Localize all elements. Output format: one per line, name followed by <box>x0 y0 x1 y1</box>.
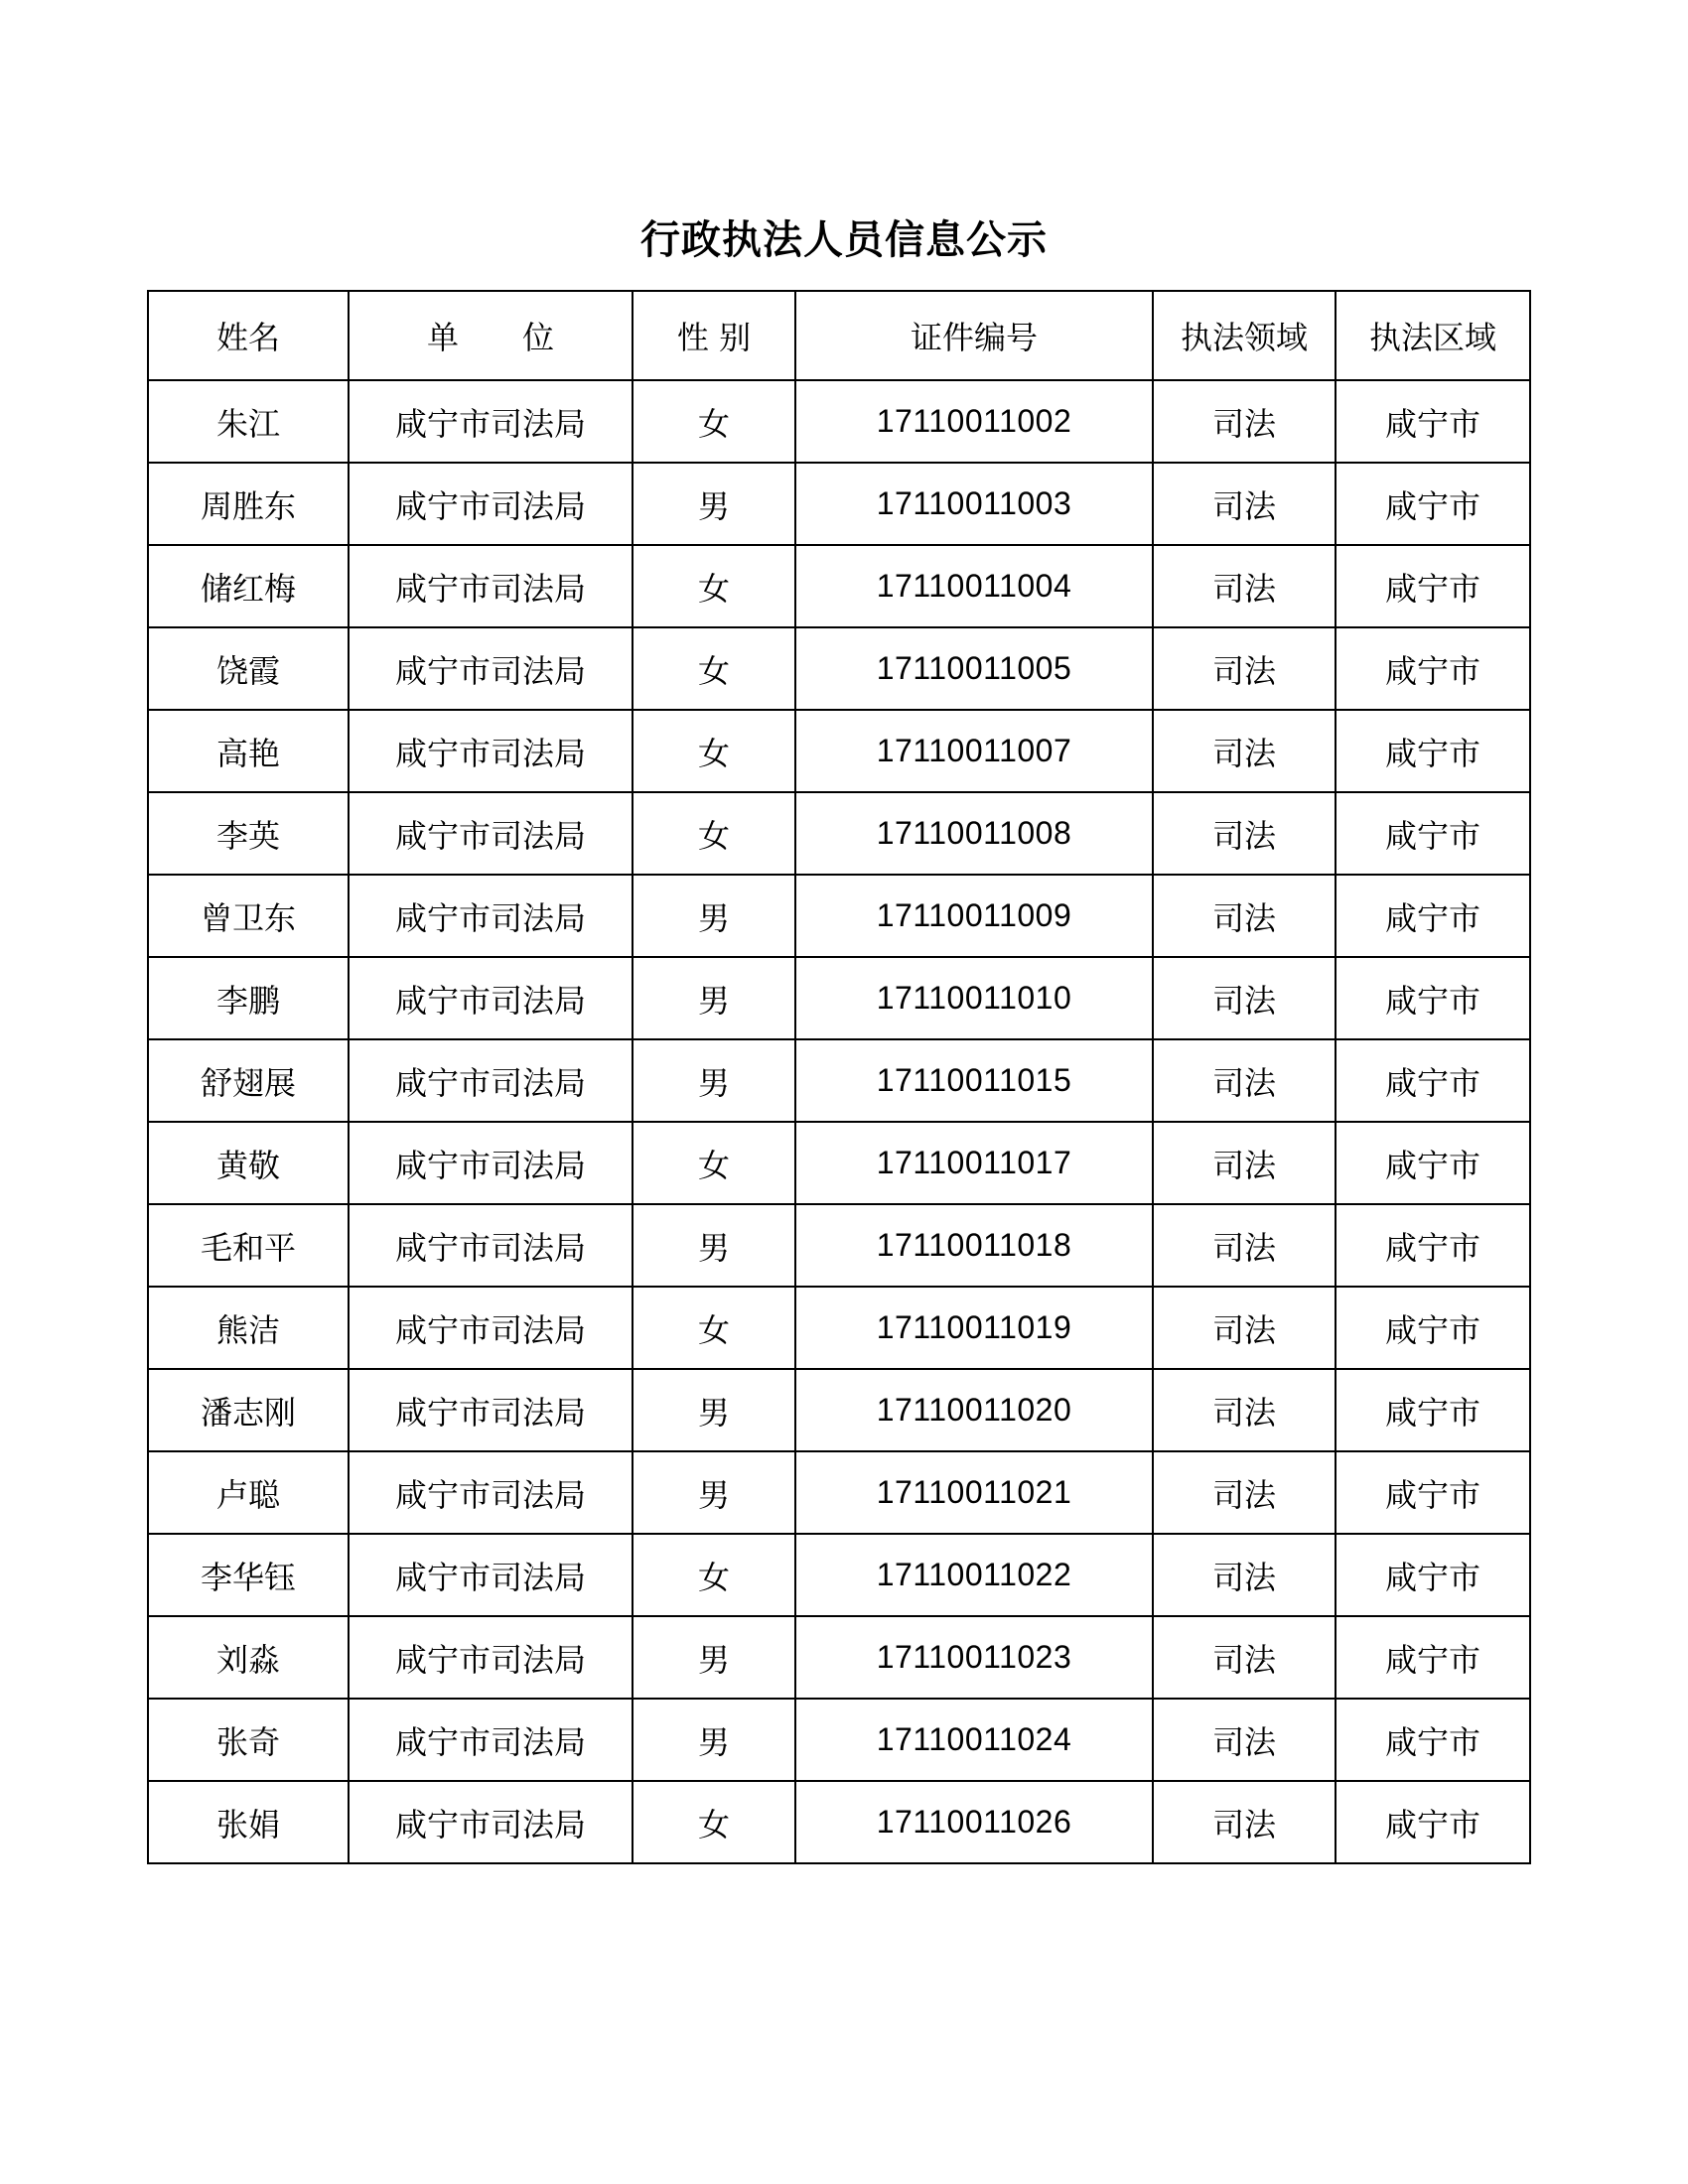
cell-field: 司法 <box>1153 1369 1336 1451</box>
cell-field: 司法 <box>1153 957 1336 1039</box>
cell-gender: 女 <box>633 380 795 463</box>
cell-cert: 17110011019 <box>795 1287 1153 1369</box>
cell-gender: 男 <box>633 875 795 957</box>
table-row <box>148 1699 1530 1781</box>
cell-name: 李英 <box>148 792 349 875</box>
cell-field: 司法 <box>1153 1451 1336 1534</box>
cell-name: 周胜东 <box>148 463 349 545</box>
cell-gender: 男 <box>633 957 795 1039</box>
cell-gender: 女 <box>633 1534 795 1616</box>
table-row <box>148 1781 1530 1863</box>
cell-region: 咸宁市 <box>1336 1451 1530 1534</box>
cell-name: 潘志刚 <box>148 1369 349 1451</box>
column-header-gender: 性 别 <box>633 291 795 380</box>
table-row <box>148 1616 1530 1699</box>
cell-region: 咸宁市 <box>1336 1039 1530 1122</box>
cell-name: 张奇 <box>148 1699 349 1781</box>
cell-cert: 17110011022 <box>795 1534 1153 1616</box>
cell-unit: 咸宁市司法局 <box>349 1204 633 1287</box>
cell-name: 李鹏 <box>148 957 349 1039</box>
cell-region: 咸宁市 <box>1336 792 1530 875</box>
cell-region: 咸宁市 <box>1336 1534 1530 1616</box>
cell-cert: 17110011004 <box>795 545 1153 627</box>
cell-name: 饶霞 <box>148 627 349 710</box>
cell-cert: 17110011007 <box>795 710 1153 792</box>
cell-unit: 咸宁市司法局 <box>349 627 633 710</box>
cell-cert: 17110011017 <box>795 1122 1153 1204</box>
cell-region: 咸宁市 <box>1336 957 1530 1039</box>
cell-region: 咸宁市 <box>1336 1287 1530 1369</box>
cell-field: 司法 <box>1153 1781 1336 1863</box>
cell-name: 曾卫东 <box>148 875 349 957</box>
cell-field: 司法 <box>1153 1699 1336 1781</box>
cell-gender: 女 <box>633 1781 795 1863</box>
cell-cert: 17110011015 <box>795 1039 1153 1122</box>
table-row <box>148 1122 1530 1204</box>
cell-gender: 男 <box>633 1699 795 1781</box>
cell-unit: 咸宁市司法局 <box>349 545 633 627</box>
cell-region: 咸宁市 <box>1336 1369 1530 1451</box>
cell-name: 李华钰 <box>148 1534 349 1616</box>
cell-unit: 咸宁市司法局 <box>349 710 633 792</box>
cell-unit: 咸宁市司法局 <box>349 1369 633 1451</box>
cell-field: 司法 <box>1153 463 1336 545</box>
cell-gender: 男 <box>633 463 795 545</box>
personnel-table <box>147 290 1531 1864</box>
cell-field: 司法 <box>1153 627 1336 710</box>
table-row <box>148 710 1530 792</box>
cell-gender: 女 <box>633 710 795 792</box>
cell-name: 毛和平 <box>148 1204 349 1287</box>
cell-cert: 17110011018 <box>795 1204 1153 1287</box>
column-header-unit: 单 位 <box>349 291 633 380</box>
cell-name: 黄敬 <box>148 1122 349 1204</box>
column-header-name: 姓名 <box>148 291 349 380</box>
table-row <box>148 1204 1530 1287</box>
table-row <box>148 792 1530 875</box>
cell-gender: 男 <box>633 1039 795 1122</box>
cell-cert: 17110011023 <box>795 1616 1153 1699</box>
cell-region: 咸宁市 <box>1336 1616 1530 1699</box>
cell-cert: 17110011020 <box>795 1369 1153 1451</box>
cell-field: 司法 <box>1153 380 1336 463</box>
cell-cert: 17110011024 <box>795 1699 1153 1781</box>
cell-unit: 咸宁市司法局 <box>349 1451 633 1534</box>
cell-name: 刘淼 <box>148 1616 349 1699</box>
cell-cert: 17110011021 <box>795 1451 1153 1534</box>
column-header-cert: 证件编号 <box>795 291 1153 380</box>
column-header-field: 执法领域 <box>1153 291 1336 380</box>
cell-unit: 咸宁市司法局 <box>349 1699 633 1781</box>
cell-region: 咸宁市 <box>1336 875 1530 957</box>
cell-gender: 女 <box>633 1287 795 1369</box>
cell-name: 储红梅 <box>148 545 349 627</box>
cell-gender: 女 <box>633 1122 795 1204</box>
table-header-row <box>148 291 1530 380</box>
cell-region: 咸宁市 <box>1336 710 1530 792</box>
table-row <box>148 875 1530 957</box>
cell-field: 司法 <box>1153 1122 1336 1204</box>
table-row <box>148 1451 1530 1534</box>
cell-field: 司法 <box>1153 1287 1336 1369</box>
cell-gender: 女 <box>633 545 795 627</box>
cell-unit: 咸宁市司法局 <box>349 957 633 1039</box>
table-body <box>148 380 1530 1863</box>
cell-gender: 女 <box>633 627 795 710</box>
cell-cert: 17110011026 <box>795 1781 1153 1863</box>
cell-cert: 17110011008 <box>795 792 1153 875</box>
cell-unit: 咸宁市司法局 <box>349 1781 633 1863</box>
cell-unit: 咸宁市司法局 <box>349 1616 633 1699</box>
cell-gender: 女 <box>633 792 795 875</box>
table-row <box>148 627 1530 710</box>
cell-field: 司法 <box>1153 1534 1336 1616</box>
table-row <box>148 463 1530 545</box>
table-row <box>148 1039 1530 1122</box>
cell-region: 咸宁市 <box>1336 545 1530 627</box>
cell-cert: 17110011010 <box>795 957 1153 1039</box>
cell-region: 咸宁市 <box>1336 627 1530 710</box>
cell-field: 司法 <box>1153 1039 1336 1122</box>
cell-gender: 男 <box>633 1616 795 1699</box>
cell-unit: 咸宁市司法局 <box>349 1122 633 1204</box>
cell-name: 熊洁 <box>148 1287 349 1369</box>
cell-unit: 咸宁市司法局 <box>349 380 633 463</box>
cell-cert: 17110011003 <box>795 463 1153 545</box>
cell-unit: 咸宁市司法局 <box>349 1287 633 1369</box>
table-row <box>148 1369 1530 1451</box>
cell-gender: 男 <box>633 1369 795 1451</box>
table-row <box>148 545 1530 627</box>
table-row <box>148 957 1530 1039</box>
cell-field: 司法 <box>1153 545 1336 627</box>
table-row <box>148 1534 1530 1616</box>
cell-cert: 17110011005 <box>795 627 1153 710</box>
cell-region: 咸宁市 <box>1336 463 1530 545</box>
cell-name: 高艳 <box>148 710 349 792</box>
page-title: 行政执法人员信息公示 <box>640 216 1048 263</box>
table-row <box>148 1287 1530 1369</box>
cell-region: 咸宁市 <box>1336 1699 1530 1781</box>
cell-unit: 咸宁市司法局 <box>349 1534 633 1616</box>
cell-cert: 17110011002 <box>795 380 1153 463</box>
cell-field: 司法 <box>1153 1616 1336 1699</box>
column-header-region: 执法区域 <box>1336 291 1530 380</box>
cell-name: 张娟 <box>148 1781 349 1863</box>
cell-name: 舒翅展 <box>148 1039 349 1122</box>
cell-gender: 男 <box>633 1204 795 1287</box>
cell-field: 司法 <box>1153 875 1336 957</box>
table-row <box>148 380 1530 463</box>
cell-unit: 咸宁市司法局 <box>349 875 633 957</box>
cell-cert: 17110011009 <box>795 875 1153 957</box>
cell-gender: 男 <box>633 1451 795 1534</box>
cell-region: 咸宁市 <box>1336 380 1530 463</box>
cell-field: 司法 <box>1153 710 1336 792</box>
cell-unit: 咸宁市司法局 <box>349 792 633 875</box>
cell-unit: 咸宁市司法局 <box>349 463 633 545</box>
cell-region: 咸宁市 <box>1336 1204 1530 1287</box>
cell-region: 咸宁市 <box>1336 1781 1530 1863</box>
cell-field: 司法 <box>1153 1204 1336 1287</box>
cell-name: 朱江 <box>148 380 349 463</box>
cell-region: 咸宁市 <box>1336 1122 1530 1204</box>
cell-unit: 咸宁市司法局 <box>349 1039 633 1122</box>
cell-field: 司法 <box>1153 792 1336 875</box>
cell-name: 卢聪 <box>148 1451 349 1534</box>
